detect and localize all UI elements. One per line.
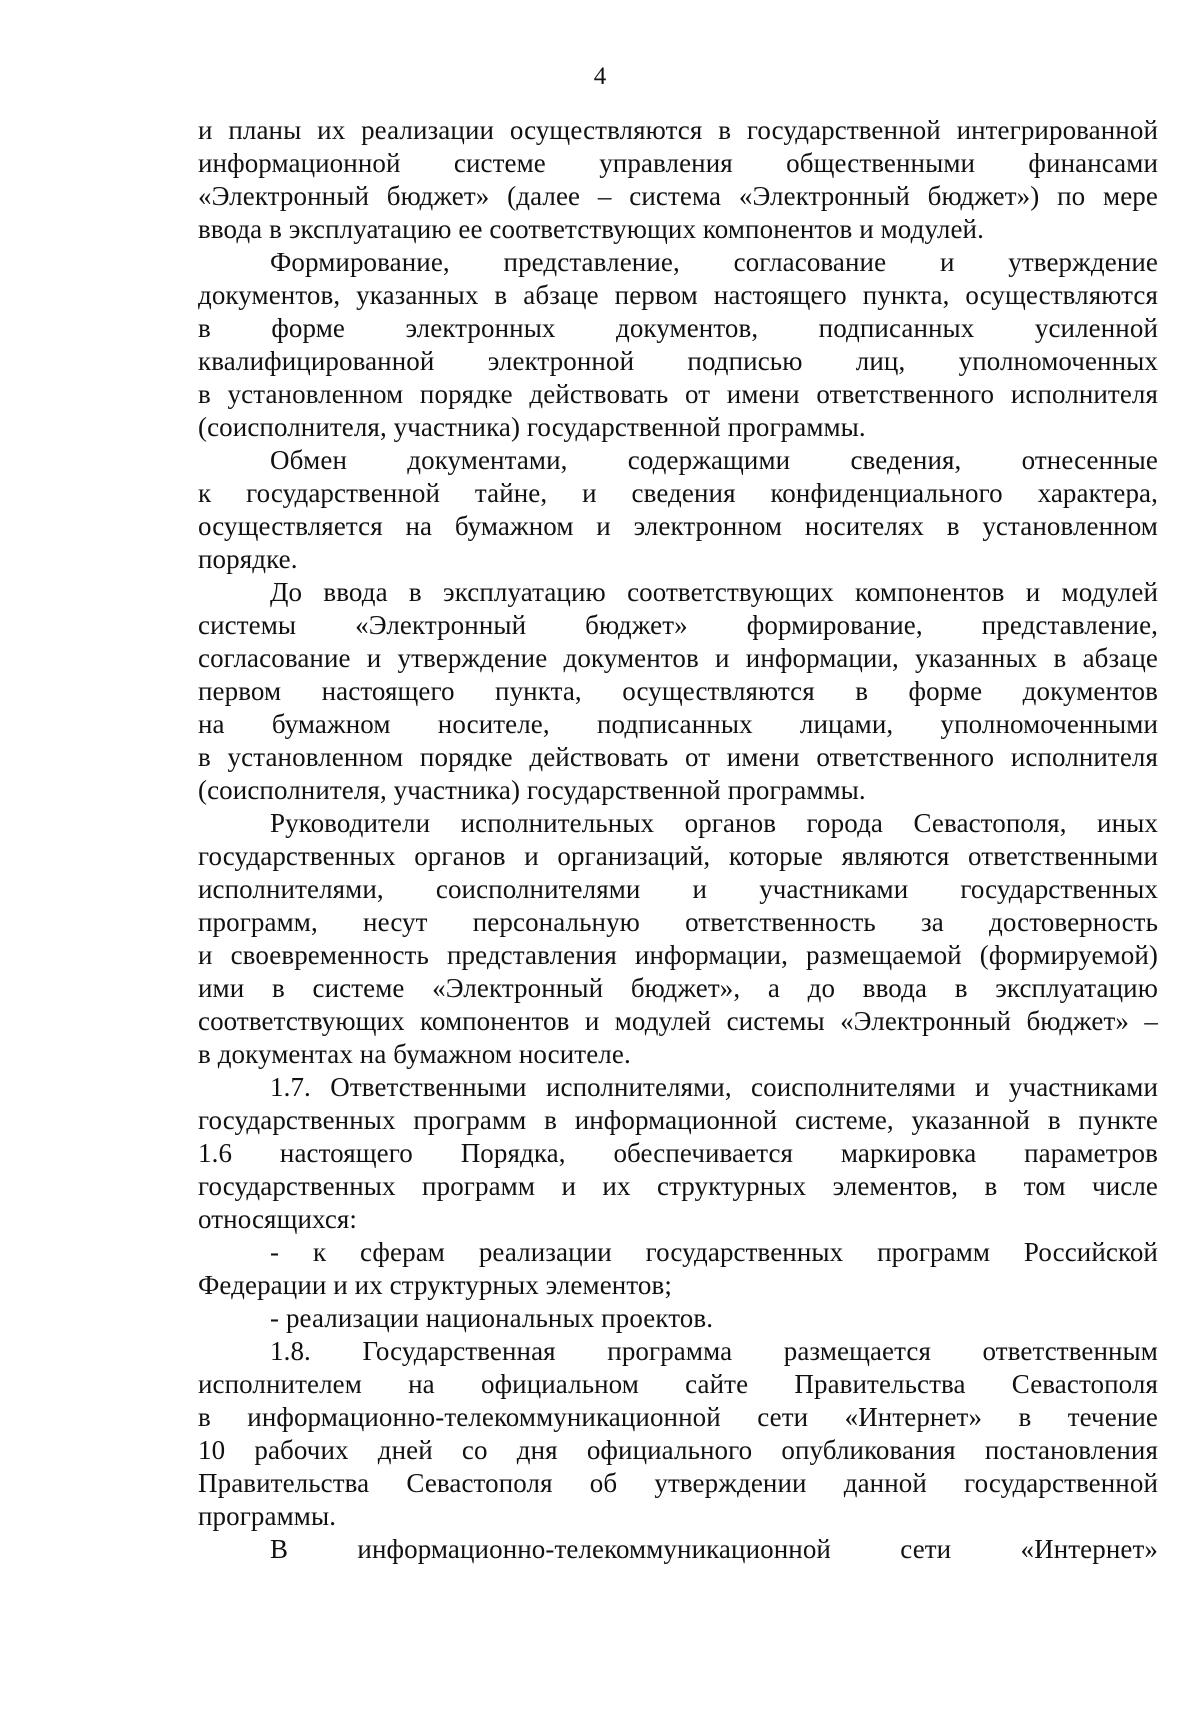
text-line: порядке. <box>198 544 298 574</box>
text-line: информационной системе управления общественными финансами <box>198 148 1158 178</box>
text-line: системы «Электронный бюджет» формирование, представление, <box>198 610 1158 640</box>
text-line: квалифицированной электронной подписью лиц, уполномоченных <box>198 346 1158 376</box>
text-line: на бумажном носителе, подписанных лицами, уполномоченными <box>198 709 1158 739</box>
text-line: 1.6 настоящего Порядка, обеспечивается маркировка параметров <box>198 1138 1158 1168</box>
text-line: Правительства Севастополя об утверждении данной государственной <box>198 1468 1158 1498</box>
text-line: Обмен документами, содержащими сведения, отнесенные <box>270 445 1158 475</box>
text-line: исполнителем на официальном сайте Правительства Севастополя <box>198 1369 1158 1399</box>
text-line: ввода в эксплуатацию ее соответствующих компонентов и модулей. <box>198 214 984 244</box>
text-line: и планы их реализации осуществляются в государственной интегрированной <box>198 115 1158 145</box>
text-line: первом настоящего пункта, осуществляются в форме документов <box>198 676 1158 706</box>
text-line: В информационно-телекоммуникационной сети «Интернет» <box>270 1534 1158 1564</box>
text-line: государственных программ в информационной системе, указанной в пункте <box>198 1105 1158 1135</box>
text-line: Формирование, представление, согласование и утверждение <box>270 247 1158 277</box>
text-line: документов, указанных в абзаце первом настоящего пункта, осуществляются <box>198 280 1158 310</box>
text-line: в документах на бумажном носителе. <box>198 1039 631 1069</box>
text-line: (соисполнителя, участника) государственной программы. <box>198 775 866 805</box>
text-line: относящихся: <box>198 1204 358 1234</box>
text-line: согласование и утверждение документов и информации, указанных в абзаце <box>198 643 1158 673</box>
text-line: и своевременность представления информации, размещаемой (формируемой) <box>198 940 1158 970</box>
text-line: исполнителями, соисполнителями и участниками государственных <box>198 874 1158 904</box>
text-line: 1.7. Ответственными исполнителями, соисполнителями и участниками <box>270 1072 1158 1102</box>
text-line: в информационно-телекоммуникационной сети «Интернет» в течение <box>198 1402 1158 1432</box>
document-body <box>198 114 1158 1566</box>
text-line: 10 рабочих дней со дня официального опубликования постановления <box>198 1435 1158 1465</box>
text-line: «Электронный бюджет» (далее – система «Электронный бюджет») по мере <box>198 181 1158 211</box>
text-line: (соисполнителя, участника) государственной программы. <box>198 412 866 442</box>
text-line: Руководители исполнительных органов города Севастополя, иных <box>270 808 1158 838</box>
text-line: Федерации и их структурных элементов; <box>198 1270 672 1300</box>
text-line: в форме электронных документов, подписанных усиленной <box>198 313 1158 343</box>
text-line: - реализации национальных проектов. <box>270 1303 714 1333</box>
text-line: к государственной тайне, и сведения конфиденциального характера, <box>198 478 1158 508</box>
text-line: государственных органов и организаций, которые являются ответственными <box>198 841 1158 871</box>
text-line: До ввода в эксплуатацию соответствующих компонентов и модулей <box>270 577 1158 607</box>
text-line: в установленном порядке действовать от имени ответственного исполнителя <box>198 742 1158 772</box>
text-line: 1.8. Государственная программа размещается ответственным <box>270 1336 1158 1366</box>
text-line: осуществляется на бумажном и электронном носителях в установленном <box>198 511 1158 541</box>
text-line: программы. <box>198 1501 337 1531</box>
text-line: соответствующих компонентов и модулей системы «Электронный бюджет» – <box>198 1006 1158 1036</box>
text-line: в установленном порядке действовать от имени ответственного исполнителя <box>198 379 1158 409</box>
text-line: государственных программ и их структурных элементов, в том числе <box>198 1171 1158 1201</box>
page-number: 4 <box>593 63 607 90</box>
text-line: - к сферам реализации государственных программ Российской <box>270 1237 1158 1267</box>
text-line: ими в системе «Электронный бюджет», а до ввода в эксплуатацию <box>198 973 1158 1003</box>
text-line: программ, несут персональную ответственность за достоверность <box>198 907 1158 937</box>
